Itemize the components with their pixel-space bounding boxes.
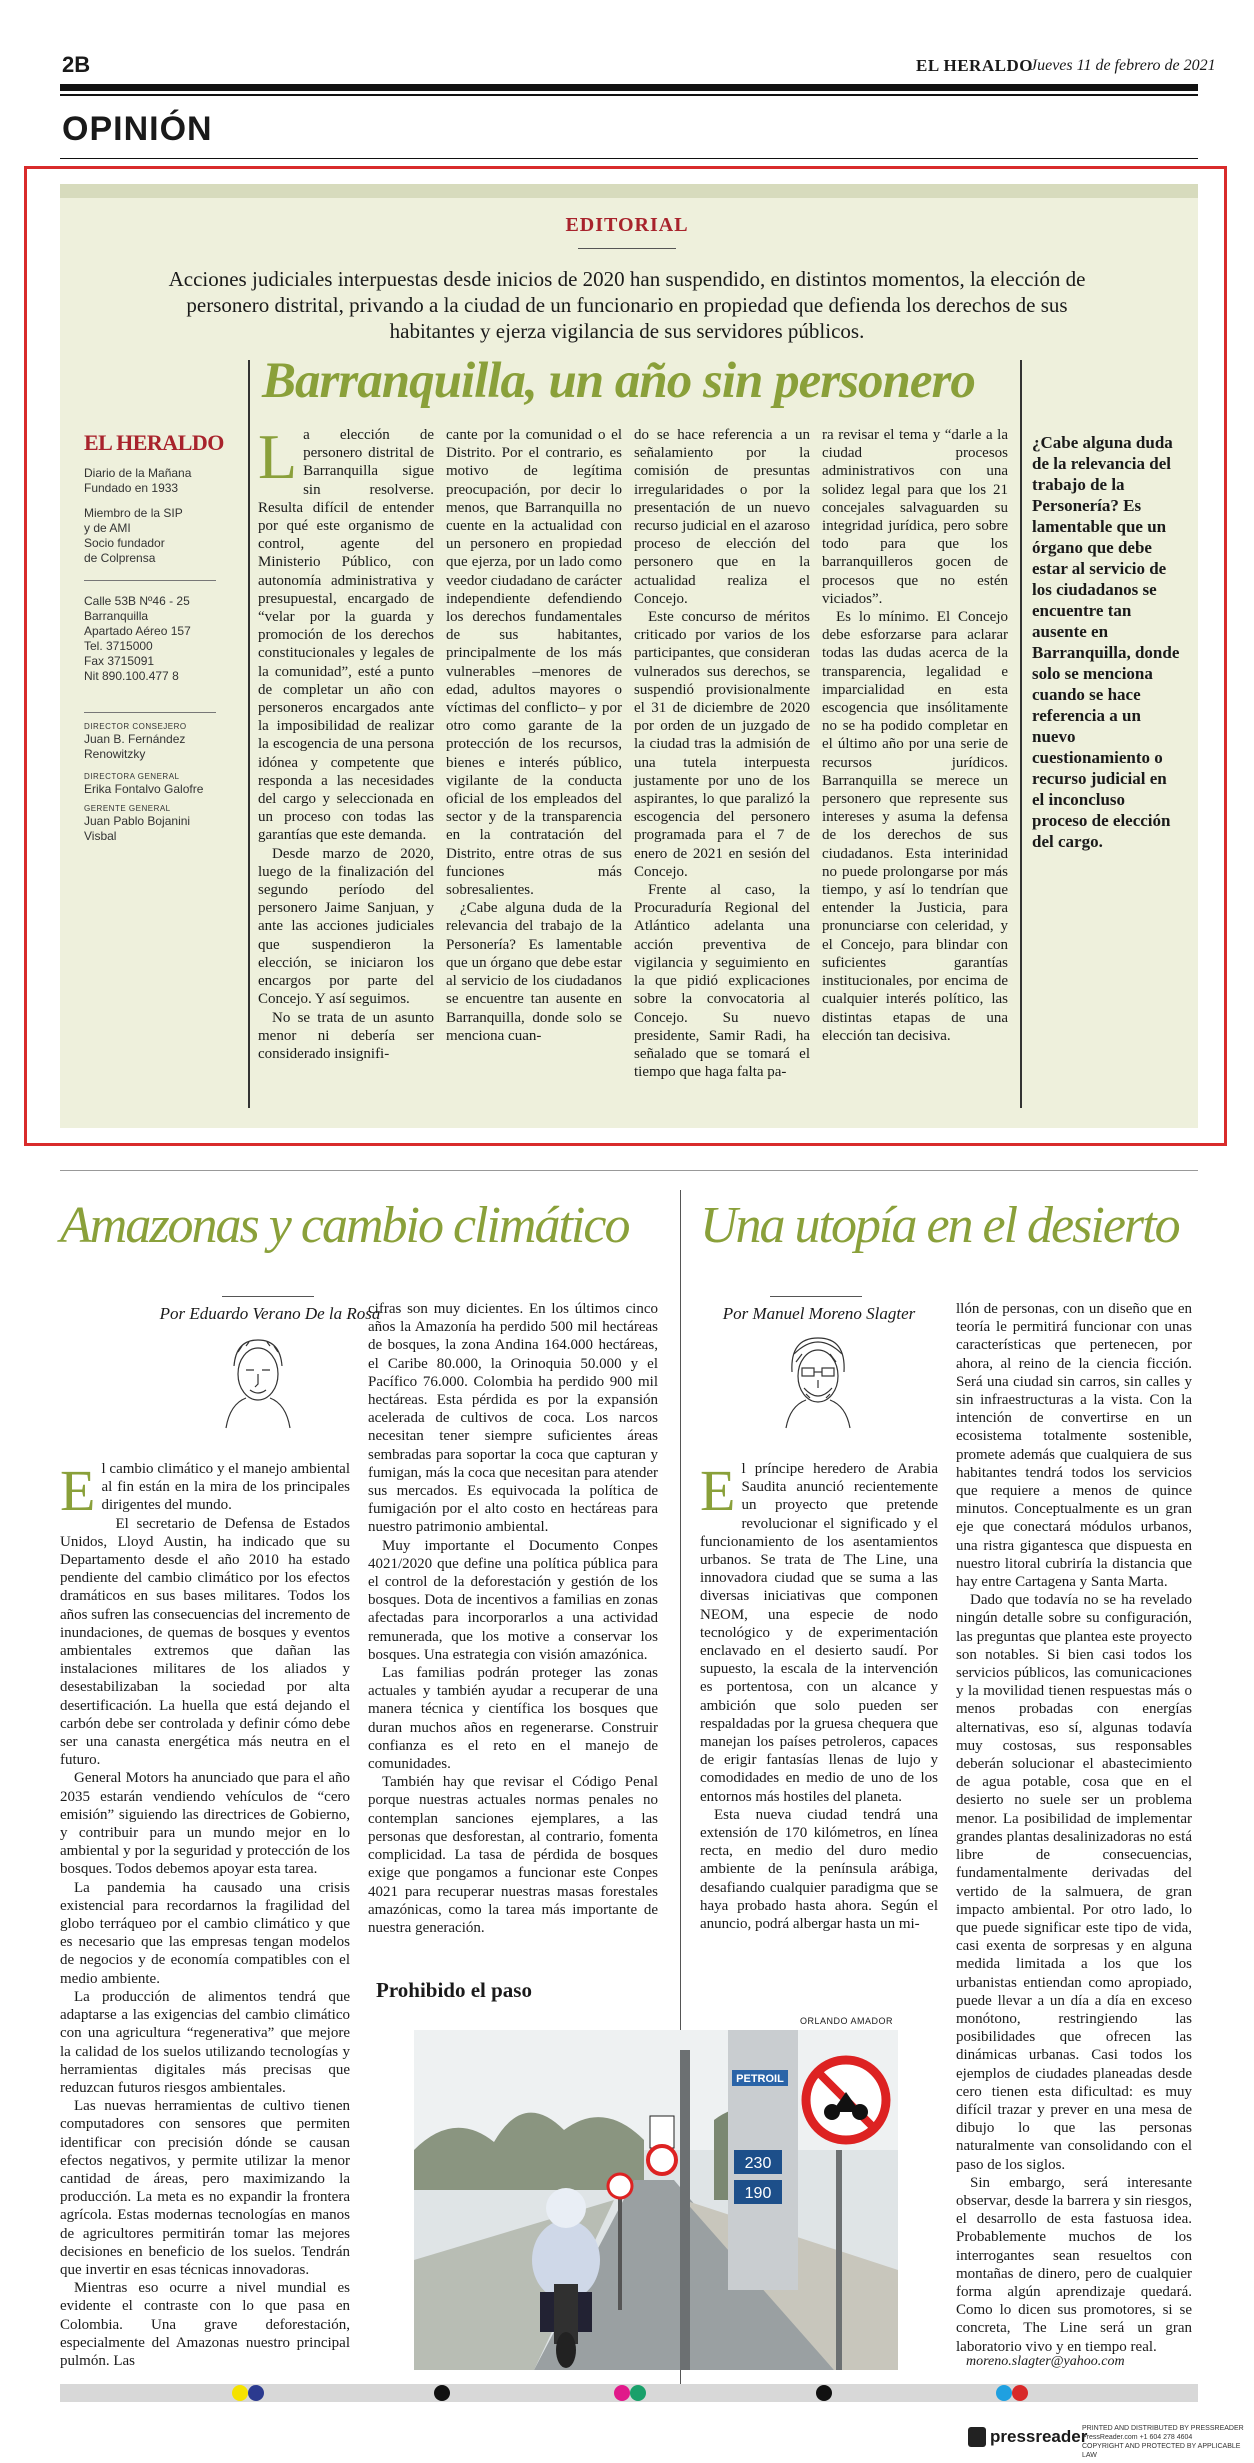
sidebar-address: Calle 53B Nº46 - 25 Barranquilla Apartado Aéreo 157 Tel. 3715000 Fax 3715091 Nit 890.100.477 8 bbox=[84, 594, 191, 683]
editorial-paragraph: ra revisar el tema y “darle a la ciudad procesos administrativos con una solidez legal para que los 21 concejales salvaguarden su integridad jurídica, pero sobre todo para que los barranquilleros gocen de procesos que no estén viciados”. bbox=[822, 427, 1008, 607]
sidebar-rule-2 bbox=[84, 712, 216, 713]
fuel-price-2: 190 bbox=[744, 2185, 772, 2202]
left-column-1 bbox=[60, 1458, 350, 2369]
left-author-portrait bbox=[216, 1332, 300, 1428]
newspaper-name: EL HERALDO bbox=[916, 56, 1033, 75]
photo-credit: ORLANDO AMADOR bbox=[800, 2016, 894, 2026]
right-paragraph: Esta nueva ciudad tendrá una extensión de 170 kilómetros, en línea recta, en medio del duro medio ambiente de la península arábiga, desafiando cualquier paradigma que se haya probado hasta ahora. Según el anuncio, podrá albergar hasta un mi- bbox=[700, 1806, 938, 1933]
right-headline: Una utopía en el desierto bbox=[700, 1197, 1179, 1254]
editorial-dropcap: L bbox=[258, 421, 298, 492]
left-paragraph: l cambio climático y el manejo ambiental al fin están en la mira de los principales dirigentes del mundo. bbox=[101, 1461, 350, 1514]
masthead-rule-thin bbox=[60, 94, 1198, 96]
left-dropcap: E bbox=[60, 1458, 96, 1523]
staff-name-1: Juan B. Fernández Renowitzky bbox=[84, 732, 186, 761]
left-paragraph: Mientras eso ocurre a nivel mundial es evidente el contraste con lo que pasa en Colombia. Una grave deforestación, especialmente del Amazonas nuestro principal pulmón. Las bbox=[60, 2280, 350, 2369]
registration-dot bbox=[996, 2385, 1012, 2401]
left-paragraph: El secretario de Defensa de Estados Unidos, Lloyd Austin, ha indicado que su Departamento desde el año 2010 ha estado pendiente del cambio climático por los efectos dramáticos en sus bases militares. Todos los años sufren las consecuencias del incremento de inundaciones, de quemas de bosques y eventos ambientales extremos que dañan las instalaciones militares de los aliados y desestabilizaban la sociedad por alta desertificación. La huella que está dejando el carbón debe ser controlada y definir cómo debe ser una canasta energética más neutra en el futuro. bbox=[60, 1515, 350, 1769]
section-title: OPINIÓN bbox=[62, 110, 213, 148]
pressreader-brand: pressreader bbox=[990, 2427, 1088, 2446]
left-paragraph: También hay que revisar el Código Penal porque nuestras actuales normas penales no contemplan sanciones ejemplares, a las personas que desforestan, al contrario, fomenta complicidad. La tasa de pérdida de bosques exige que pongamos a funcionar este Conpes 4021 para recuperar nuestras masas forestales amazónicas, como la tarea más importante de nuestra generación. bbox=[368, 1774, 658, 1936]
left-headline: Amazonas y cambio climático bbox=[60, 1197, 629, 1254]
headline-rule-left bbox=[248, 360, 250, 1108]
left-paragraph: cifras son muy dicientes. En los últimos cinco años la Amazonía ha perdido 500 mil hectáreas de bosques, la zona Andina 164.000 hectáreas, el Caribe 80.000, la Orinoquia 50.000 y el Pacífico 76.000. Colombia ha perdido 900 mil hectáreas. Esta pérdida es por la expansión acelerada de cultivos de coca. Los narcos necesitan tener siempre suficientes áreas sembradas para soportar la coca que capturan y fumigan, más la coca que necesitan para atender sus mercados. Es equivocada la política de fumigación por el alto costo en hectáreas para nuestro patrimonio ambiental. bbox=[368, 1301, 658, 1536]
editorial-paragraph: cante por la comunidad o el Distrito. Por el contrario, es motivo de legítima preocupación, por decir lo menos, que Barranquilla no cuente en la actualidad con un personero en propiedad que ejerza, por un lado como veedor ciudadano de carácter independiente defendiendo los derechos fundamentales de sus habitantes, principalmente de los más vulnerables –menores de edad, adultos mayores o víctimas del conflicto– y por otro como garante de la protección de los recursos, bienes e interés público, vigilante de la conducta oficial de los empleados del sector y de la transparencia en la contratación del Distrito, entre otras de sus funciones más sobresalientes. bbox=[446, 427, 622, 899]
editorial-paragraph: Es lo mínimo. El Concejo debe esforzarse para aclarar todas las dudas acerca de la transparencia, legalidad e imparcialidad en esta escogencia que insólitamente no se ha podido completar en el último año por una serie de recursos jurídicos. Barranquilla se merece un personero que represente sus intereses y asuma la defensa de los derechos de sus ciudadanos. Esta interinidad no puede prolongarse por más tiempo, y así lo tendrían que entender la Justicia, para pronunciarse con celeridad, y el Concejo, para blindar con suficientes garantías institucionales, por encima de cualquier interés político, las distintas etapas de una elección tan decisiva. bbox=[822, 609, 1008, 1044]
editorial-paragraph: Frente al caso, la Procuraduría Regional del Atlántico adelanta una acción preventiva de vigilancia y seguimiento en la que pidió explicaciones sobre la convocatoria al Concejo. Su nuevo presidente, Samir Radi, ha señalado que se tomará el tiempo que haga falta pa- bbox=[634, 882, 810, 1081]
editorial-paragraph: Este concurso de méritos criticado por varios de los participantes, que consideran vulnerados sus derechos, se suspendió provisionalmente el 31 de diciembre de 2020 por orden de un juzgado de la ciudad tras la admisión de una tutela interpuesta justamente por uno de los aspirantes, lo que paralizó la escogencia del personero programada para el 7 de enero de 2021 en sesión del Concejo. bbox=[634, 609, 810, 880]
sidebar-logo: EL HERALDO bbox=[84, 430, 224, 455]
pressreader-logo[interactable] bbox=[968, 2424, 1087, 2450]
editorial-kicker: EDITORIAL bbox=[565, 214, 689, 236]
staff-name-3: Juan Pablo Bojanini Visbal bbox=[84, 814, 191, 843]
registration-dot bbox=[1012, 2385, 1028, 2401]
author-email[interactable]: moreno.slagter@yahoo.com bbox=[966, 2354, 1125, 2369]
fuel-price-1: 230 bbox=[744, 2155, 772, 2172]
lower-top-rule bbox=[60, 1170, 1198, 1171]
registration-dot bbox=[248, 2385, 264, 2401]
editorial-column-4 bbox=[822, 426, 1008, 1106]
left-column-2 bbox=[368, 1300, 658, 1990]
editorial-paragraph: do se hace referencia a un señalamiento por la comisión de presuntas irregularidades o por la presentación de un nuevo recurso judicial en el azaroso proceso de elección del personero que en la actualidad realiza el Concejo. bbox=[634, 427, 810, 607]
masthead-rule bbox=[60, 84, 1198, 91]
right-dropcap: E bbox=[700, 1458, 736, 1523]
editorial-headline: Barranquilla, un año sin personero bbox=[262, 353, 975, 409]
right-paragraph: Sin embargo, será interesante observar, desde la barrera y sin riesgos, el desarrollo de esta fastuosa idea. Probablemente muchos de los interrogantes sean resueltos con montañas de dinero, pero de cualquier forma algún aprendizaje quedará. Como lo dicen sus promotores, si se concreta, The Line será un gran laboratorio vivo y en tiempo real. bbox=[956, 2174, 1192, 2355]
right-column-2 bbox=[956, 1300, 1192, 2355]
left-paragraph: La producción de alimentos tendrá que adaptarse a las exigencias del cambio climático con una agricultura “regenerativa” que mejore la calidad de los suelos utilizando tecnologías y herramientas digitales más precisas que reduzcan futuros riesgos ambientales. bbox=[60, 1988, 350, 2096]
editorial-deck: Acciones judiciales interpuestas desde inicios de 2020 han suspendido, en distintos momentos, la elección de personero distrital, privando a la ciudad de un funcionario en propiedad que defienda los derechos de sus habitantes y ejerza vigilancia de sus servidores públicos. bbox=[168, 267, 1086, 343]
right-column-1 bbox=[700, 1460, 938, 2356]
sidebar-member: Miembro de la SIP y de AMI Socio fundador de Colprensa bbox=[84, 506, 183, 565]
left-paragraph: Las nuevas herramientas de cultivo tienen computadores con sensores que permiten identificar con precisión dónde se causan efectos negativos, y permite utilizar la menor cantidad de áreas, pero maximizando la producción. La meta es no expandir la frontera agrícola. Estas modernas tecnologías en manos de agricultores permitirán tomar las mejores decisiones en beneficio de los suelos. Tendrán que invertir en esas técnicas innovadoras. bbox=[60, 2098, 350, 2278]
byline-rule-right bbox=[770, 1296, 862, 1297]
registration-dot bbox=[434, 2385, 450, 2401]
left-byline: Por Eduardo Verano De la Rosa bbox=[159, 1304, 381, 1323]
left-paragraph: Muy importante el Documento Conpes 4021/2020 que define una política pública para el control de la deforestación y gestión de los bosques. Dota de incentivos a familias en zonas afectadas para incorporarlos a una actividad remunerada, que los motive a conservar los bosques. Una estrategia con visión amazónica. bbox=[368, 1537, 658, 1663]
registration-dot bbox=[816, 2385, 832, 2401]
photo-title: Prohibido el paso bbox=[376, 1978, 532, 2002]
registration-dot bbox=[232, 2385, 248, 2401]
kicker-rule bbox=[578, 248, 676, 249]
issue-date: Jueves 11 de febrero de 2021 bbox=[1030, 57, 1216, 74]
right-byline: Por Manuel Moreno Slagter bbox=[722, 1304, 916, 1323]
editorial-paragraph: No se trata de un asunto menor ni debería ser considerado insignifi- bbox=[258, 1009, 434, 1062]
editorial-column-3 bbox=[634, 426, 810, 1106]
sidebar-founded: Diario de la Mañana Fundado en 1933 bbox=[84, 466, 192, 495]
editorial-pullquote: ¿Cabe alguna duda de la relevancia del trabajo de la Personería? Es lamentable que un órgano que debe estar al servicio de los ciudadanos se encuentre tan ausente en Barranquilla, donde solo se menciona cuando se hace referencia a un nuevo cuestionamiento o recurso judicial en el inconcluso proceso de elección del cargo. bbox=[1032, 433, 1180, 851]
editorial-paragraph: ¿Cabe alguna duda de la relevancia del trabajo de la Personería? Es lamentable que un órgano que debe estar al servicio de los ciudadanos se encuentre tan ausente en Barranquilla, donde solo se menciona cuan- bbox=[446, 900, 622, 1044]
staff-role-2: DIRECTORA GENERAL bbox=[84, 772, 180, 781]
left-paragraph: Las familias podrán proteger las zonas actuales y también ayudar a recuperar de una manera técnica y científica los bosques que duran muchos años en regenerarse. Construir confianza es el reto en el manejo de comunidades. bbox=[368, 1665, 658, 1773]
pressreader-icon bbox=[968, 2427, 986, 2447]
left-paragraph: La pandemia ha causado una crisis existencial para recordarnos la fragilidad del globo terráqueo por el cambio climático y que es necesario que las empresas tengan modelos de negocios y de economía compatibles con el medio ambiente. bbox=[60, 1879, 350, 1987]
right-paragraph: Dado que todavía no se ha revelado ningún detalle sobre su configuración, las preguntas que plantea este proyecto son notables. Si bien casi todos los servicios públicos, las comunicaciones y la movilidad tienen respuestas más o menos probadas con energías alternativas, eso sí, algunas todavía muy costosas, sus responsables deberán solucionar el abastecimiento de agua potable, cosa que en el desierto no suele ser un problema menor. La posibilidad de implementar grandes plantas desalinizadoras no está libre de consecuencias, fundamentalmente derivadas del vertido de la salmuera, de gran impacto ambiental. Por otro lado, lo que puede significar este tipo de vida, casi exenta de sorpresas y en alguna medida limitada a los que los urbanistas entiendan como apropiado, puede llevar a un día a día en exceso monótono, restringiendo las posibilidades que ofrecen las dinámicas urbanas. Casi todos los ejemplos de ciudades planeadas desde cero tienen esta dificultad: es muy difícil trazar y prever en una mesa de dibujo lo que las personas naturalmente van consolidando con el paso de los siglos. bbox=[956, 1592, 1192, 2173]
staff-role-3: GERENTE GENERAL bbox=[84, 804, 171, 813]
section-rule bbox=[60, 158, 1198, 159]
editorial-column-1 bbox=[258, 421, 434, 1106]
registration-dot bbox=[614, 2385, 630, 2401]
right-paragraph: l príncipe heredero de Arabia Saudita anunció recientemente un proyecto que pretende revolucionar el significado y el funcionamiento de los asentamientos urbanos. Se trata de The Line, una innovadora ciudad que se suma a las diversas iniciativas que componen NEOM, una especie de nodo tecnológico y de experimentación enclavado en el desierto saudí. Por supuesto, la escala de la intervención es portentosa, con un alcance y ambición que solo pueden ser respaldadas por la gruesa chequera que manejan los países petroleros, capaces de erigir fantasías llenas de lujo y comodidades en medio de uno de los entornos más hostiles del planeta. bbox=[700, 1461, 938, 1805]
staff-name-2: Erika Fontalvo Galofre bbox=[84, 782, 204, 796]
left-paragraph: General Motors ha anunciado que para el año 2035 estarán vendiendo vehículos de “cero emisión” siguiendo las directrices de Gobierno, y contribuir para un mundo mejor en lo ambiental y por la seguridad y protección de los bosques. Todos debemos apoyar esta tarea. bbox=[60, 1770, 350, 1878]
pressreader-fine-print: PRINTED AND DISTRIBUTED BY PRESSREADER PressReader.com +1 604 278 4604 COPYRIGHT AND PROTECTED BY APPLICABLE LAW bbox=[1082, 2425, 1244, 2459]
right-author-portrait bbox=[776, 1332, 860, 1428]
editorial-paragraph: Desde marzo de 2020, luego de la finalización del segundo período del personero Jaime Sanjuan, y ante las acciones judiciales que suspendieron la elección, se iniciaron los encargos por parte del Concejo. Y así seguimos. bbox=[258, 845, 434, 1008]
registration-dot bbox=[630, 2385, 646, 2401]
editorial-paragraph: a elección de personero distrital de Barranquilla sigue sin resolverse. Resulta difícil de entender por qué este organismo de control, agente del Ministerio Público, con autonomía administrativa y presupuestal, encargado de “velar por la guarda y promoción de los derechos constitucionales y legales de la comunidad”, esté a punto de completar un año con personeros encargados ante la imposibilidad de realizar la escogencia de una persona idónea y competente que responda a las necesidades del cargo y seleccionada en un proceso con todas las garantías que este demanda. bbox=[258, 427, 434, 844]
sidebar-rule bbox=[84, 580, 216, 581]
staff-role-1: DIRECTOR CONSEJERO bbox=[84, 722, 187, 731]
editorial-column-2 bbox=[446, 426, 622, 1106]
station-sign-brand: PETROIL bbox=[736, 2073, 784, 2085]
byline-rule bbox=[222, 1296, 314, 1297]
right-paragraph: llón de personas, con un diseño que en teoría le permitirá funcionar con unas características que pertenecen, por ahora, al reino de la ciencia ficción. Será una ciudad sin carros, sin calles y sin infraestructuras a la vista. Con la intención de convertirse en un ecosistema totalmente sostenible, promete además que cualquiera de sus habitantes tendrá todos los servicios que requiere a menos de quince minutos. Conceptualmente es un gran eje que conectará módulos urbanos, una ristra gigantesca que dispuesta en nuestro litoral cubriría la distancia que hay entre Cartagena y Santa Marta. bbox=[956, 1301, 1192, 1591]
headline-rule-right bbox=[1020, 360, 1022, 1108]
page-number: 2B bbox=[62, 52, 91, 77]
